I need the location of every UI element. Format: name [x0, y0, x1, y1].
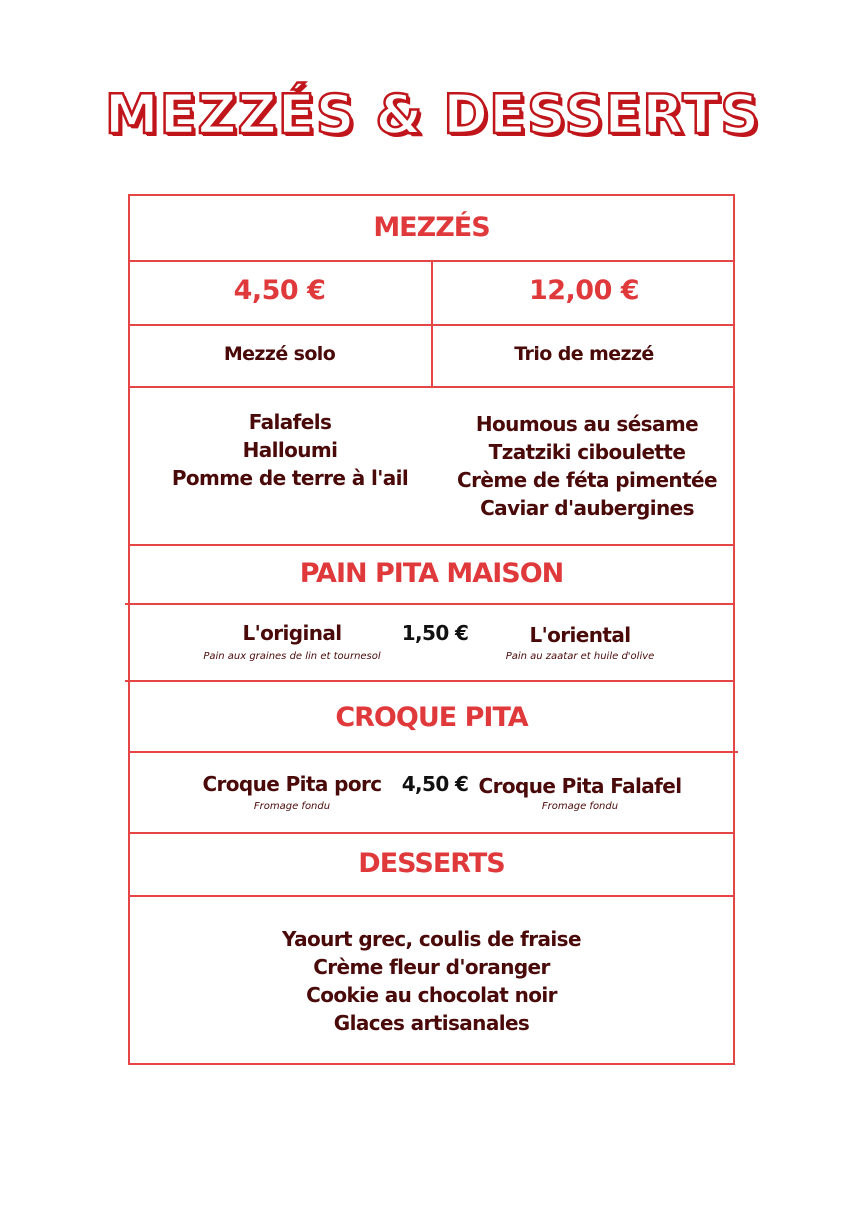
croque-porc-note: Fromage fondu	[253, 801, 331, 812]
divider	[125, 603, 734, 605]
dessert-item: Cookie au chocolat noir	[306, 983, 557, 1007]
pita-original-note: Pain aux graines de lin et tournesol	[203, 651, 381, 662]
croque-price: 4,50 €	[401, 772, 469, 796]
mezze-item: Houmous au sésame	[475, 412, 699, 436]
page-title: MEZZÉS & DESSERTS	[104, 83, 761, 146]
mezze-item: Falafels	[248, 410, 332, 434]
price-trio-mezze: 12,00 €	[528, 275, 640, 306]
label-mezze-solo: Mezzé solo	[223, 343, 336, 365]
section-heading-croque: CROQUE PITA	[335, 702, 528, 733]
divider	[125, 680, 734, 682]
dessert-item: Crème fleur d'oranger	[313, 955, 550, 979]
mezze-item: Crème de féta pimentée	[457, 468, 717, 492]
divider	[128, 751, 738, 753]
dessert-item: Yaourt grec, coulis de fraise	[282, 927, 581, 951]
mezze-item: Caviar d'aubergines	[480, 496, 694, 520]
section-heading-mezzes: MEZZÉS	[373, 212, 490, 243]
divider	[128, 386, 735, 388]
croque-falafel-name: Croque Pita Falafel	[478, 774, 682, 798]
section-heading-desserts: DESSERTS	[358, 848, 505, 879]
mezze-item: Pomme de terre à l'ail	[171, 466, 409, 490]
mezze-item: Halloumi	[242, 438, 338, 462]
label-trio-mezze: Trio de mezzé	[514, 343, 654, 365]
pita-oriental-name: L'oriental	[529, 623, 631, 647]
divider	[128, 544, 735, 546]
mezze-item: Tzatziki ciboulette	[488, 440, 686, 464]
pita-oriental-note: Pain au zaatar et huile d'olive	[505, 651, 655, 662]
croque-porc-name: Croque Pita porc	[202, 772, 382, 796]
divider	[128, 895, 735, 897]
pita-original-name: L'original	[242, 621, 342, 645]
dessert-item: Glaces artisanales	[333, 1011, 530, 1035]
section-heading-pita: PAIN PITA MAISON	[299, 558, 564, 589]
pita-price: 1,50 €	[401, 621, 469, 645]
price-mezze-solo: 4,50 €	[233, 275, 326, 306]
divider	[128, 832, 735, 834]
croque-falafel-note: Fromage fondu	[541, 801, 619, 812]
